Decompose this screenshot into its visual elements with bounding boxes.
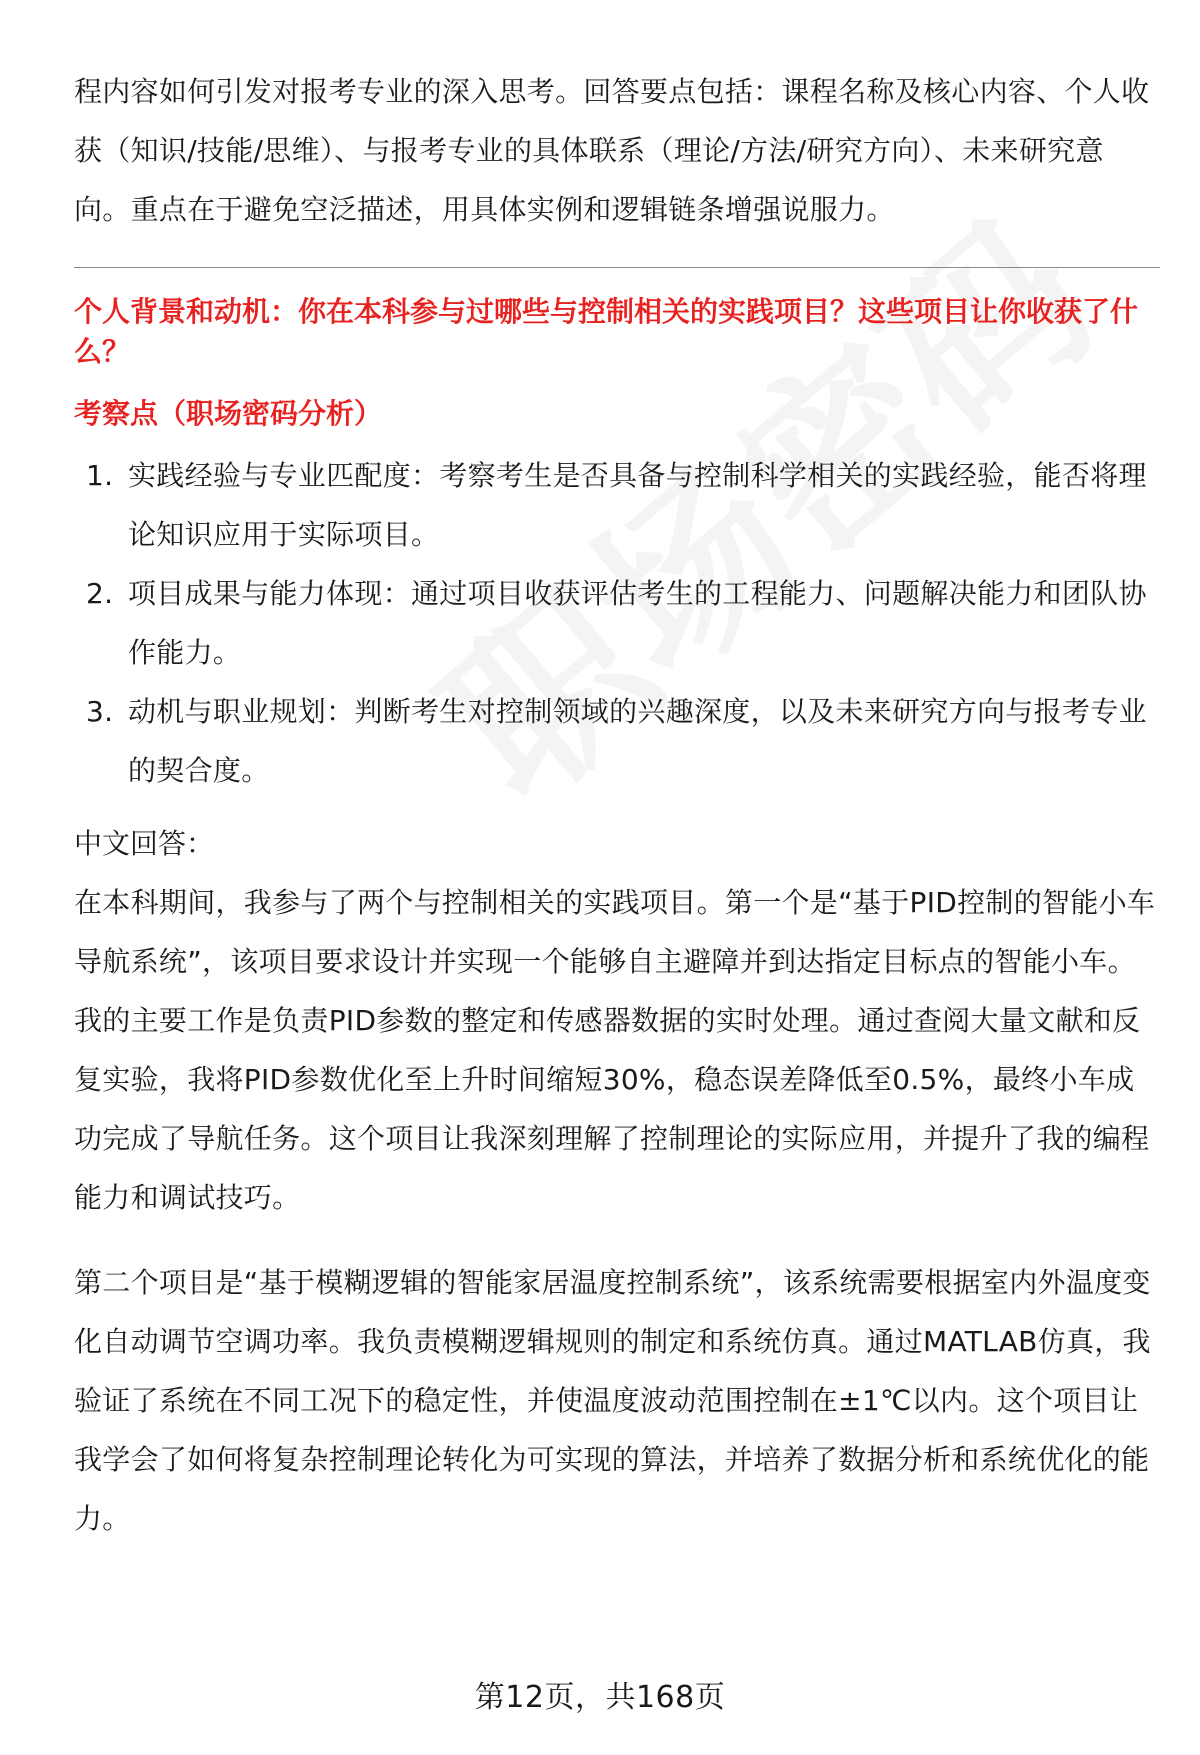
answer-paragraph-2: 第二个项目是“基于模糊逻辑的智能家居温度控制系统”，该系统需要根据室内外温度变化自动调节空调功率。我负责模糊逻辑规则的制定和系统仿真。通过MATLAB仿真，我验证了系统在不同工况下的稳定性，并使温度波动范围控制在±1℃以内。这个项目让我学会了如何将复杂控制理论转化为可实现的算法，并培养了数据分析和系统优化的能力。 (74, 1266, 1151, 1535)
paragraph-gap (74, 1227, 1160, 1253)
answer-label: 中文回答： (74, 827, 215, 860)
list-item-text: 动机与职业规划：判断考生对控制领域的兴趣深度，以及未来研究方向与报考专业的契合度。 (128, 695, 1147, 787)
intro-paragraph: 程内容如何引发对报考专业的深入思考。回答要点包括：课程名称及核心内容、个人收获（知识/技能/思维）、与报考专业的具体联系（理论/方法/研究方向）、未来研究意向。重点在于避免空泛描述，用具体实例和逻辑链条增强说服力。 (74, 75, 1150, 226)
list-item (74, 682, 1160, 800)
page-footer: 第12页，共168页 (474, 1680, 726, 1715)
answer-paragraph-1: 在本科期间，我参与了两个与控制相关的实践项目。第一个是“基于PID控制的智能小车导航系统”，该项目要求设计并实现一个能够自主避障并到达指定目标点的智能小车。我的主要工作是负责PID参数的整定和传感器数据的实时处理。通过查阅大量文献和反复实验，我将PID参数优化至上升时间缩短30%，稳态误差降低至0.5%，最终小车成功完成了导航任务。这个项目让我深刻理解了控制理论的实际应用，并提升了我的编程能力和调试技巧。 (74, 886, 1156, 1214)
assessment-section-title: 考察点（职场密码分析） (74, 397, 383, 430)
question-heading: 个人背景和动机：你在本科参与过哪些与控制相关的实践项目？这些项目让你收获了什么？ (74, 295, 1139, 368)
list-item-number: 3. (86, 695, 114, 728)
document-page (74, 62, 1160, 1548)
list-item-number: 2. (86, 577, 114, 610)
list-item (74, 446, 1160, 564)
list-item (74, 564, 1160, 682)
list-item-text: 项目成果与能力体现：通过项目收获评估考生的工程能力、问题解决能力和团队协作能力。 (128, 577, 1147, 669)
list-item-number: 1. (86, 459, 114, 492)
assessment-list (74, 446, 1160, 800)
section-divider (74, 267, 1160, 268)
list-item-text: 实践经验与专业匹配度：考察考生是否具备与控制科学相关的实践经验，能否将理论知识应用于实际项目。 (128, 459, 1147, 551)
